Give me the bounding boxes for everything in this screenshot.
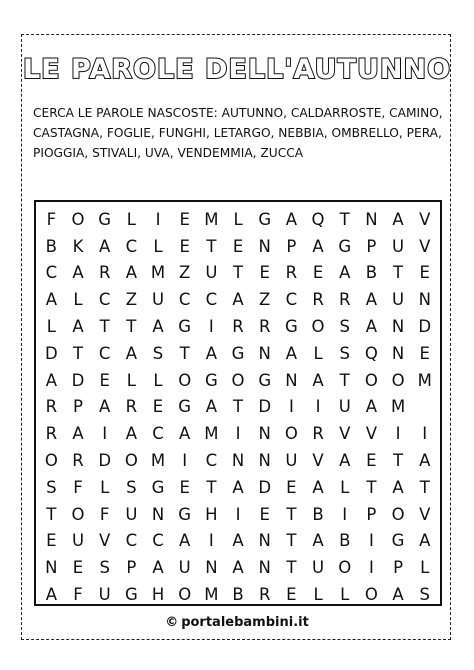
grid-letter[interactable]: O <box>391 504 405 524</box>
grid-letter[interactable]: T <box>339 370 350 390</box>
grid-letter[interactable]: B <box>312 504 324 524</box>
grid-letter[interactable]: N <box>205 558 218 578</box>
grid-letter[interactable]: F <box>46 209 57 229</box>
grid-letter[interactable]: T <box>206 477 217 497</box>
grid-letter[interactable]: T <box>286 558 297 578</box>
grid-letter[interactable]: D <box>258 477 272 497</box>
grid-letter[interactable]: O <box>71 504 85 524</box>
grid-letter[interactable]: I <box>288 397 294 417</box>
grid-row <box>38 206 438 233</box>
grid-letter[interactable]: I <box>368 558 374 578</box>
grid-letter[interactable]: V <box>312 451 324 471</box>
grid-letter[interactable]: T <box>46 504 57 524</box>
grid-letter[interactable]: E <box>99 370 110 390</box>
grid-letter[interactable]: L <box>340 585 350 605</box>
grid-letter[interactable]: R <box>258 317 271 337</box>
grid-letter[interactable]: C <box>98 290 111 310</box>
grid-letter[interactable]: I <box>235 424 241 444</box>
grid-letter[interactable]: U <box>285 451 298 471</box>
grid-letter[interactable]: B <box>45 236 57 256</box>
grid-letter[interactable]: R <box>125 397 138 417</box>
grid-letter[interactable]: G <box>178 317 192 337</box>
grid-letter[interactable]: A <box>312 236 324 256</box>
grid-letter[interactable]: A <box>312 477 324 497</box>
grid-letter[interactable]: I <box>208 317 214 337</box>
grid-letter[interactable]: C <box>98 343 111 363</box>
grid-letter[interactable]: V <box>99 531 111 551</box>
grid-letter[interactable]: C <box>45 263 58 283</box>
grid-letter[interactable]: M <box>204 585 219 605</box>
grid-letter[interactable]: D <box>418 317 432 337</box>
grid-letter[interactable]: E <box>179 477 190 497</box>
grid-row <box>38 474 438 501</box>
grid-letter[interactable]: I <box>235 504 241 524</box>
grid-letter[interactable]: U <box>71 531 85 551</box>
grid-letter[interactable]: M <box>204 424 219 444</box>
grid-letter[interactable]: G <box>231 343 245 363</box>
grid-letter[interactable]: N <box>418 290 431 310</box>
grid-letter[interactable]: N <box>258 236 271 256</box>
grid-letter[interactable]: P <box>126 558 137 578</box>
grid-letter[interactable]: A <box>125 424 137 444</box>
grid-letter[interactable]: N <box>258 424 271 444</box>
grid-letter[interactable]: S <box>339 317 350 337</box>
grid-letter[interactable]: O <box>391 370 405 390</box>
grid-letter[interactable]: A <box>232 290 244 310</box>
grid-letter[interactable]: A <box>179 424 191 444</box>
grid-row <box>38 340 438 367</box>
grid-letter[interactable]: E <box>259 263 270 283</box>
grid-letter[interactable]: U <box>151 290 165 310</box>
grid-letter[interactable]: A <box>339 451 351 471</box>
grid-letter[interactable]: L <box>340 477 350 497</box>
grid-letter[interactable]: A <box>312 531 324 551</box>
grid-letter[interactable]: A <box>45 290 57 310</box>
grid-letter[interactable]: I <box>395 424 401 444</box>
grid-letter[interactable]: A <box>99 397 111 417</box>
grid-letter[interactable]: B <box>339 531 351 551</box>
grid-letter[interactable]: R <box>312 290 324 310</box>
grid-letter[interactable]: V <box>339 424 351 444</box>
grid-row <box>38 394 438 421</box>
grid-row <box>38 501 438 528</box>
grid-letter[interactable]: N <box>258 451 271 471</box>
grid-letter[interactable]: T <box>99 317 110 337</box>
grid-letter[interactable]: D <box>258 397 272 417</box>
grid-letter[interactable]: B <box>365 263 378 283</box>
grid-letter[interactable]: O <box>284 424 298 444</box>
grid-letter[interactable]: B <box>232 585 244 605</box>
grid-letter[interactable]: V <box>419 504 431 524</box>
grid-letter[interactable]: G <box>178 397 192 417</box>
grid-letter[interactable]: P <box>366 236 377 256</box>
grid-letter[interactable]: E <box>232 236 244 256</box>
grid-row <box>38 420 438 447</box>
grid-letter[interactable]: U <box>125 504 138 524</box>
grid-letter[interactable]: O <box>44 451 58 471</box>
grid-letter[interactable]: G <box>124 585 138 605</box>
grid-letter[interactable]: T <box>179 343 190 363</box>
grid-letter[interactable]: N <box>391 317 405 337</box>
grid-letter[interactable]: I <box>315 397 321 417</box>
grid-letter[interactable]: S <box>126 477 137 497</box>
grid-row <box>38 286 438 313</box>
grid-letter[interactable]: C <box>285 290 298 310</box>
grid-letter[interactable]: E <box>286 585 297 605</box>
grid-letter[interactable]: I <box>155 209 161 229</box>
grid-letter[interactable]: O <box>71 209 85 229</box>
grid-letter[interactable]: A <box>365 397 378 417</box>
grid-letter[interactable]: S <box>419 585 430 605</box>
grid-letter[interactable]: C <box>125 236 138 256</box>
grid-letter[interactable]: M <box>390 397 406 417</box>
grid-letter[interactable]: R <box>258 585 271 605</box>
grid-letter[interactable]: N <box>231 451 245 471</box>
grid-letter[interactable]: G <box>178 504 192 524</box>
grid-letter[interactable]: K <box>72 236 84 256</box>
grid-letter[interactable]: T <box>393 263 404 283</box>
grid-letter[interactable]: U <box>392 290 405 310</box>
grid-letter[interactable] <box>411 394 438 421</box>
grid-letter[interactable]: D <box>71 370 85 390</box>
grid-letter[interactable]: N <box>391 343 405 363</box>
grid-letter[interactable]: U <box>98 585 111 605</box>
grid-letter[interactable]: M <box>204 209 219 229</box>
grid-letter[interactable]: T <box>232 263 244 283</box>
grid-letter[interactable]: R <box>312 424 324 444</box>
grid-letter[interactable]: A <box>72 263 84 283</box>
grid-letter[interactable]: G <box>258 209 272 229</box>
grid-letter[interactable]: L <box>126 370 136 390</box>
grid-letter[interactable]: A <box>232 558 244 578</box>
grid-letter[interactable]: A <box>232 477 244 497</box>
grid-letter[interactable]: R <box>72 451 84 471</box>
grid-letter[interactable]: A <box>285 209 298 229</box>
grid-letter[interactable]: L <box>233 209 243 229</box>
grid-row <box>38 528 438 555</box>
grid-letter[interactable]: H <box>205 504 218 524</box>
grid-letter[interactable]: O <box>231 370 245 390</box>
grid-letter[interactable]: P <box>366 504 377 524</box>
grid-letter[interactable]: O <box>178 585 192 605</box>
grid-letter[interactable]: A <box>72 424 84 444</box>
grid-letter[interactable]: O <box>364 585 378 605</box>
copyright-icon: © <box>165 615 179 630</box>
grid-letter[interactable]: V <box>419 209 431 229</box>
grid-letter[interactable]: N <box>285 370 298 390</box>
grid-letter[interactable]: T <box>286 531 297 551</box>
grid-letter[interactable]: Z <box>179 263 191 283</box>
grid-letter[interactable]: A <box>152 558 164 578</box>
grid-letter[interactable]: T <box>339 209 350 229</box>
grid-letter[interactable]: E <box>72 558 84 578</box>
grid-letter[interactable]: A <box>392 585 404 605</box>
grid-row <box>38 313 438 340</box>
grid-letter[interactable]: Z <box>125 290 137 310</box>
grid-letter[interactable]: T <box>393 451 404 471</box>
grid-letter[interactable]: S <box>152 343 164 363</box>
grid-letter[interactable]: C <box>178 290 191 310</box>
grid-letter[interactable]: L <box>153 236 163 256</box>
grid-letter[interactable]: E <box>366 451 377 471</box>
footer-credit <box>0 615 474 630</box>
grid-letter[interactable]: L <box>313 343 323 363</box>
grid-letter[interactable]: F <box>99 504 110 524</box>
grid-letter[interactable]: A <box>179 531 191 551</box>
grid-row <box>38 260 438 287</box>
grid-letter[interactable]: S <box>46 477 57 497</box>
grid-letter[interactable]: N <box>258 343 271 363</box>
grid-letter[interactable]: C <box>152 531 164 551</box>
grid-letter[interactable]: A <box>392 477 404 497</box>
page-title: LE PAROLE DELL'AUTUNNO <box>22 54 452 85</box>
grid-letter[interactable]: L <box>73 290 83 310</box>
grid-letter[interactable]: G <box>98 209 112 229</box>
grid-letter[interactable]: D <box>98 451 112 471</box>
grid-letter[interactable]: A <box>45 370 57 390</box>
grid-row <box>38 367 438 394</box>
grid-letter[interactable]: A <box>339 263 351 283</box>
grid-letter[interactable]: A <box>232 531 244 551</box>
grid-letter[interactable]: A <box>285 343 298 363</box>
grid-letter[interactable]: A <box>72 317 84 337</box>
grid-letter[interactable]: C <box>152 424 164 444</box>
grid-letter[interactable]: C <box>205 290 218 310</box>
grid-letter[interactable]: G <box>284 317 298 337</box>
grid-letter[interactable]: P <box>73 397 83 417</box>
grid-letter[interactable]: R <box>338 290 351 310</box>
grid-letter[interactable]: C <box>125 531 138 551</box>
grid-letter[interactable]: A <box>205 397 218 417</box>
grid-letter[interactable]: O <box>364 370 378 390</box>
grid-letter[interactable]: A <box>99 236 111 256</box>
grid-letter[interactable]: U <box>392 236 405 256</box>
grid-letter[interactable]: E <box>46 531 57 551</box>
grid-letter[interactable]: O <box>178 370 192 390</box>
grid-letter[interactable]: T <box>419 477 430 497</box>
grid-letter[interactable]: L <box>420 558 430 578</box>
grid-letter[interactable]: G <box>204 370 218 390</box>
grid-letter[interactable]: R <box>98 263 111 283</box>
grid-letter[interactable]: A <box>125 343 137 363</box>
grid-letter[interactable]: L <box>46 317 56 337</box>
grid-letter[interactable]: I <box>422 424 428 444</box>
grid-row <box>38 581 438 608</box>
grid-letter[interactable]: I <box>368 531 374 551</box>
grid-letter[interactable]: L <box>126 209 136 229</box>
grid-letter[interactable]: E <box>179 236 190 256</box>
grid-letter[interactable]: U <box>338 397 351 417</box>
grid-letter[interactable]: D <box>44 343 58 363</box>
grid-letter[interactable]: A <box>45 585 57 605</box>
grid-letter[interactable]: Z <box>259 290 271 310</box>
grid-letter[interactable]: A <box>392 209 404 229</box>
grid-row <box>38 447 438 474</box>
footer-site: portalebambini.it <box>181 615 309 630</box>
grid-letter[interactable]: A <box>365 317 378 337</box>
grid-letter[interactable]: R <box>45 397 58 417</box>
grid-letter[interactable]: Q <box>364 343 378 363</box>
grid-letter[interactable]: R <box>285 263 298 283</box>
instructions-text: CERCA LE PAROLE NASCOSTE: AUTUNNO, CALDARROSTE, CAMINO, CASTAGNA, FOGLIE, FUNGHI, LETARGO, NEBBIA, OMBRELLO, PERA, PIOGGIA, STIVALI, UVA, VENDEMMIA, ZUCCA <box>33 106 443 160</box>
grid-letter[interactable]: E <box>152 397 164 417</box>
grid-letter[interactable]: N <box>258 558 271 578</box>
grid-letter[interactable]: F <box>73 585 83 605</box>
grid-letter[interactable]: U <box>205 263 218 283</box>
grid-letter[interactable]: L <box>313 585 323 605</box>
grid-letter[interactable]: L <box>100 477 110 497</box>
grid-letter[interactable]: M <box>150 451 166 471</box>
grid-letter[interactable]: R <box>232 317 244 337</box>
grid-letter[interactable]: T <box>72 343 84 363</box>
grid-letter[interactable]: G <box>338 236 352 256</box>
grid-row <box>38 233 438 260</box>
grid-letter[interactable]: E <box>419 343 430 363</box>
grid-letter[interactable]: I <box>208 531 214 551</box>
grid-letter[interactable]: N <box>258 531 271 551</box>
grid-letter[interactable]: Q <box>311 209 325 229</box>
grid-letter[interactable]: T <box>206 236 217 256</box>
grid-letter[interactable]: V <box>365 424 378 444</box>
grid-letter[interactable]: F <box>73 477 83 497</box>
grid-letter[interactable]: A <box>205 343 218 363</box>
grid-letter[interactable]: G <box>151 477 165 497</box>
grid-letter[interactable]: E <box>179 209 190 229</box>
grid-letter[interactable]: A <box>152 317 164 337</box>
grid-letter[interactable]: T <box>232 397 244 417</box>
grid-letter[interactable]: E <box>286 477 297 497</box>
grid-letter[interactable]: P <box>393 558 404 578</box>
grid-letter[interactable]: U <box>312 558 325 578</box>
grid-letter[interactable]: I <box>102 424 108 444</box>
grid-letter[interactable]: S <box>339 343 350 363</box>
grid-letter[interactable]: U <box>178 558 191 578</box>
grid-letter[interactable]: A <box>365 290 378 310</box>
grid-letter[interactable]: T <box>286 504 297 524</box>
grid-letter[interactable]: T <box>366 477 377 497</box>
grid-letter[interactable]: S <box>99 558 110 578</box>
grid-letter[interactable]: N <box>151 504 165 524</box>
grid-letter[interactable]: G <box>258 370 272 390</box>
grid-letter[interactable]: I <box>342 504 348 524</box>
grid-letter[interactable]: E <box>312 263 324 283</box>
grid-letter[interactable]: T <box>126 317 137 337</box>
grid-letter[interactable]: O <box>124 451 138 471</box>
grid-letter[interactable]: E <box>419 263 430 283</box>
grid-letter[interactable]: O <box>338 558 352 578</box>
grid-letter[interactable]: E <box>259 504 270 524</box>
grid-letter[interactable]: A <box>419 451 431 471</box>
grid-letter[interactable]: O <box>311 317 325 337</box>
grid-letter[interactable]: R <box>45 424 58 444</box>
grid-letter[interactable]: N <box>365 209 378 229</box>
word-search-grid <box>34 200 442 606</box>
grid-letter[interactable]: C <box>205 451 218 471</box>
grid-letter[interactable]: G <box>391 531 405 551</box>
grid-row <box>38 554 438 581</box>
grid-letter[interactable]: A <box>125 263 137 283</box>
grid-letter[interactable]: H <box>151 585 165 605</box>
grid-letter[interactable]: A <box>312 370 324 390</box>
grid-letter[interactable]: L <box>153 370 163 390</box>
grid-letter[interactable]: V <box>419 236 431 256</box>
grid-letter[interactable]: N <box>45 558 58 578</box>
grid-letter[interactable]: A <box>419 531 431 551</box>
grid-letter[interactable]: P <box>286 236 297 256</box>
grid-letter[interactable]: I <box>182 451 188 471</box>
grid-letter[interactable]: M <box>417 370 432 390</box>
grid-letter[interactable]: M <box>150 263 166 283</box>
